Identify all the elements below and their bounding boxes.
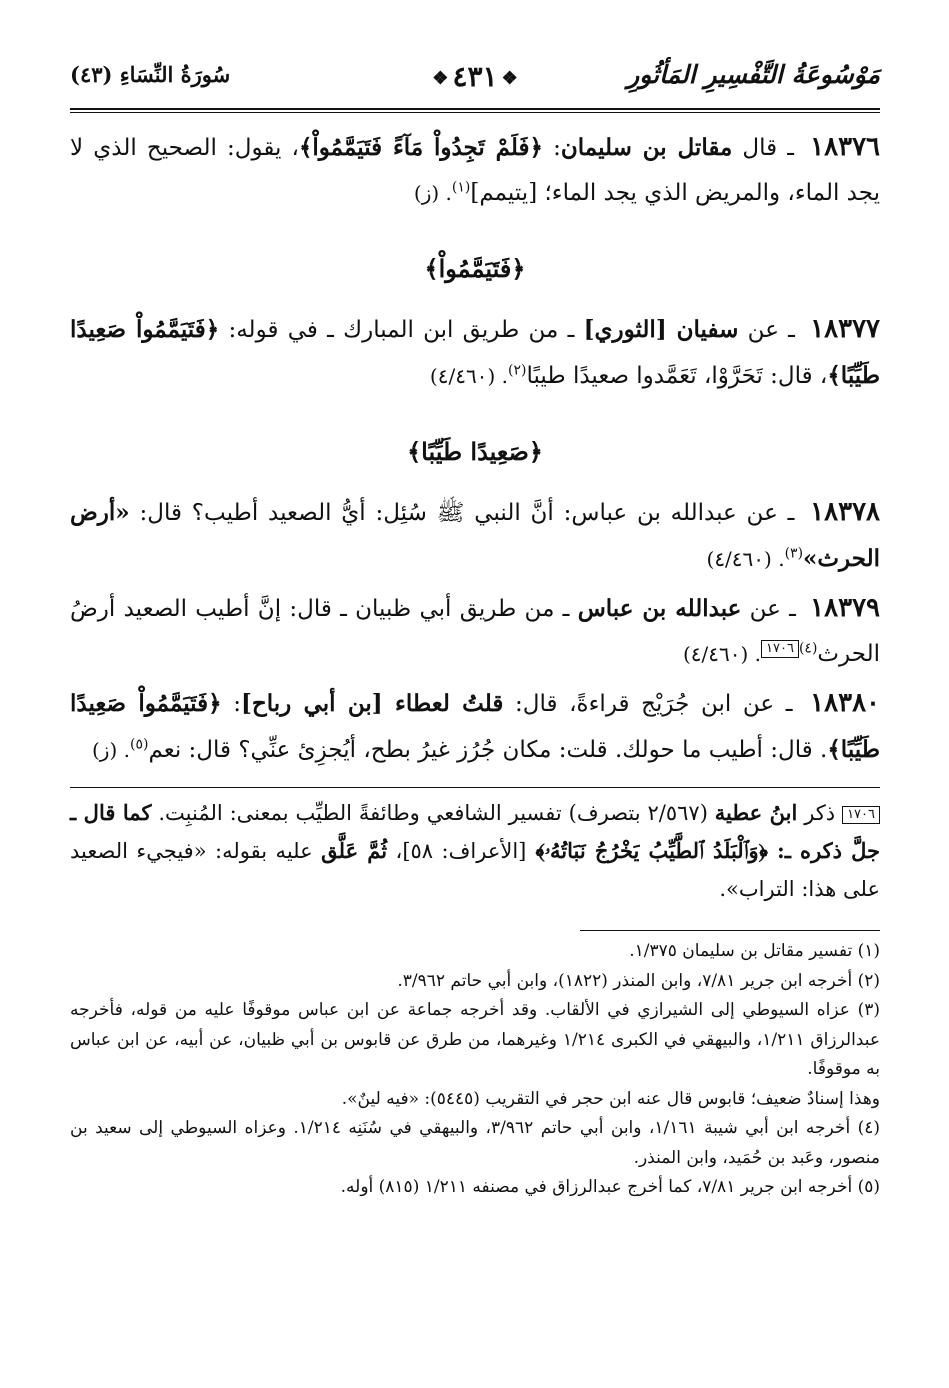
entry-number: ١٨٣٧٦	[810, 132, 880, 162]
entry-reference: . (ز)	[413, 181, 452, 205]
entry-number: ١٨٣٧٧	[810, 314, 881, 344]
footnotes	[70, 937, 880, 1203]
quran-verse: ﴿فَلَمْ تَجِدُواْ مَآءً فَتَيَمَّمُواْ﴾	[298, 134, 544, 161]
entry-18380	[70, 681, 880, 773]
footnote-3: (٣) عزاه السيوطي إلى الشيرازي في الألقاب. وقد أخرجه جماعة عن ابن عباس موقوفًا عليه من قوله، فأخرجه عبدالرزاق ١/٢١١، والبيهقي في الكبرى ١/٢١٤ وغيرهما، من طرق عن قابوس بن أبي ظبيان، عن أبيه، عن ابن عباس به موقوفًا.	[70, 1000, 880, 1079]
footnote-4: (٤) أخرجه ابن أبي شيبة ١/١٦١، وابن أبي حاتم ٣/٩٦٢، والبيهقي في سُنَنِه ١/٢١٤. وعزاه السيوطي إلى سعيد بن منصور، وعَبد بن حُمَيد، وابن المنذر.	[70, 1118, 880, 1168]
entry-text: ـ عن	[738, 317, 805, 343]
commentary-marker: ١٧٠٦	[761, 640, 799, 658]
entry-text: ـ من طريق ابن المبارك ـ في قوله:	[219, 317, 584, 343]
page	[70, 58, 880, 1203]
commentary-text-part: ذكر	[797, 801, 843, 825]
commentary-text	[70, 794, 880, 908]
quran-verse: ﴿فَتَيَمَّمُواْ صَعِيدًا طَيِّبًا﴾	[70, 690, 880, 763]
footnote-5: (٥) أخرجه ابن جرير ٧/٨١، كما أخرج عبدالرزاق في مصنفه ١/٢١١ (٨١٥) أوله.	[340, 1177, 880, 1197]
commentary-number: ١٧٠٦	[842, 806, 880, 824]
surah-label: سُورَةُ النِّسَاءِ (٤٣)	[70, 62, 231, 87]
entry-reference: . (٤/٤٦٠)	[706, 547, 785, 571]
section-heading: ﴿فَتَيَمَّمُواْ﴾	[424, 254, 526, 283]
footnote-2: (٢) أخرجه ابن جرير ٧/٨١، وابن المنذر (١٨٢٢)، وابن أبي حاتم ٣/٩٦٢.	[397, 970, 880, 991]
commentary-text-part: [الأعراف: ٥٨]،	[387, 839, 527, 863]
entry-18378	[70, 490, 880, 582]
entry-reference: . (ز)	[91, 738, 130, 762]
hadith-quote: «أرض الحرث»	[70, 499, 880, 572]
entry-text: . قال: أطيب ما حولك. قلت: مكان جُرُز غيرُ بطح، أيُجزِئ عنِّي؟ قال: نعم	[148, 737, 828, 763]
entry-text: :	[221, 691, 241, 717]
entry-number: ١٨٣٨٠	[810, 688, 880, 718]
entry-text: ـ عن ابن جُرَيْج قراءةً، قال:	[503, 691, 805, 717]
quran-verse: ﴿وَٱلْبَلَدُ ٱلطَّيِّبُ يَخْرُجُ نَبَاتُهُۥ﴾	[526, 838, 778, 863]
entry-text: ـ عن	[741, 596, 805, 622]
entry-text: :	[543, 135, 561, 161]
commentary-bold: ثُمَّ عَلَّق	[321, 838, 388, 863]
commentary-block	[70, 787, 880, 908]
author-name: ابنُ عطية	[714, 800, 798, 825]
entry-text: ، قال: تَحَرَّوْا، تَعَمَّدوا صعيدًا طيبًا	[526, 363, 828, 389]
entry-18379	[70, 586, 880, 677]
footnote-marker: (٥)	[129, 736, 149, 753]
footnote-rule	[580, 930, 880, 931]
entry-text: ـ عن عبدالله بن عباس: أنَّ النبي ﷺ سُئِل: أيُّ الصعيد أطيب؟ قال:	[129, 500, 805, 526]
entry-number: ١٨٣٧٨	[810, 497, 880, 527]
entry-18376	[70, 125, 880, 216]
commentary-text-part: (٢/٥٦٧ بتصرف) تفسير الشافعي وطائفةً الطيِّب بمعنى: المُنبِت.	[151, 801, 715, 825]
author-name: قلتُ لعطاء [بن أبي رباح]	[241, 690, 504, 717]
entry-text: ـ من طريق أبي ظبيان ـ قال: إنَّ أطيب الصعيد أرضُ الحرث	[70, 596, 880, 667]
section-heading: ﴿صَعِيدًا طَيِّبًا﴾	[407, 437, 543, 466]
book-title: مَوْسُوعَةُ التَّفْسِيرِ المَأثُورِ	[627, 60, 880, 89]
author-name: مقاتل بن سليمان	[560, 134, 733, 161]
entry-text: ، يقول: الصحيح الذي لا يجد الماء، والمريض الذي يجد الماء؛ [يتيمم]	[70, 135, 880, 206]
page-number: ٤٣١	[452, 60, 498, 93]
commentary-bold: كما قال ـ جلَّ ذكره ـ:	[70, 800, 880, 863]
ornament-icon: ❖	[501, 68, 518, 89]
entry-number: ١٨٣٧٩	[810, 593, 880, 623]
commentary-text-part: عليه بقوله: «فيجيء الصعيد على هذا: التراب».	[70, 839, 880, 901]
author-name: سفيان [الثوري]	[583, 316, 739, 343]
header-rule	[70, 108, 880, 113]
entry-reference: . (٤/٤٦٠)	[682, 642, 761, 666]
entry-18377	[70, 307, 880, 399]
running-header	[70, 58, 880, 108]
footnote-marker: (٣)	[784, 545, 804, 562]
entry-reference: . (٤/٤٦٠)	[429, 364, 508, 388]
ornament-icon: ❖	[432, 68, 449, 89]
author-name: عبدالله بن عباس	[577, 595, 742, 622]
footnote-marker: (٢)	[507, 362, 527, 379]
footnote-marker: (١)	[451, 179, 471, 196]
footnote-1: (١) تفسير مقاتل بن سليمان ١/٣٧٥.	[629, 941, 880, 961]
entry-text: ـ قال	[732, 135, 805, 161]
page-number-block	[428, 60, 521, 93]
quran-verse: ﴿فَتَيَمَّمُواْ صَعِيدًا طَيِّبًا﴾	[70, 316, 880, 389]
footnote-marker: (٤)	[798, 640, 818, 657]
footnote-3-cont: وهذا إسنادٌ ضعيف؛ قابوس قال عنه ابن حجر في التقريب (٥٤٤٥): «فيه لينٌ».	[341, 1088, 880, 1109]
